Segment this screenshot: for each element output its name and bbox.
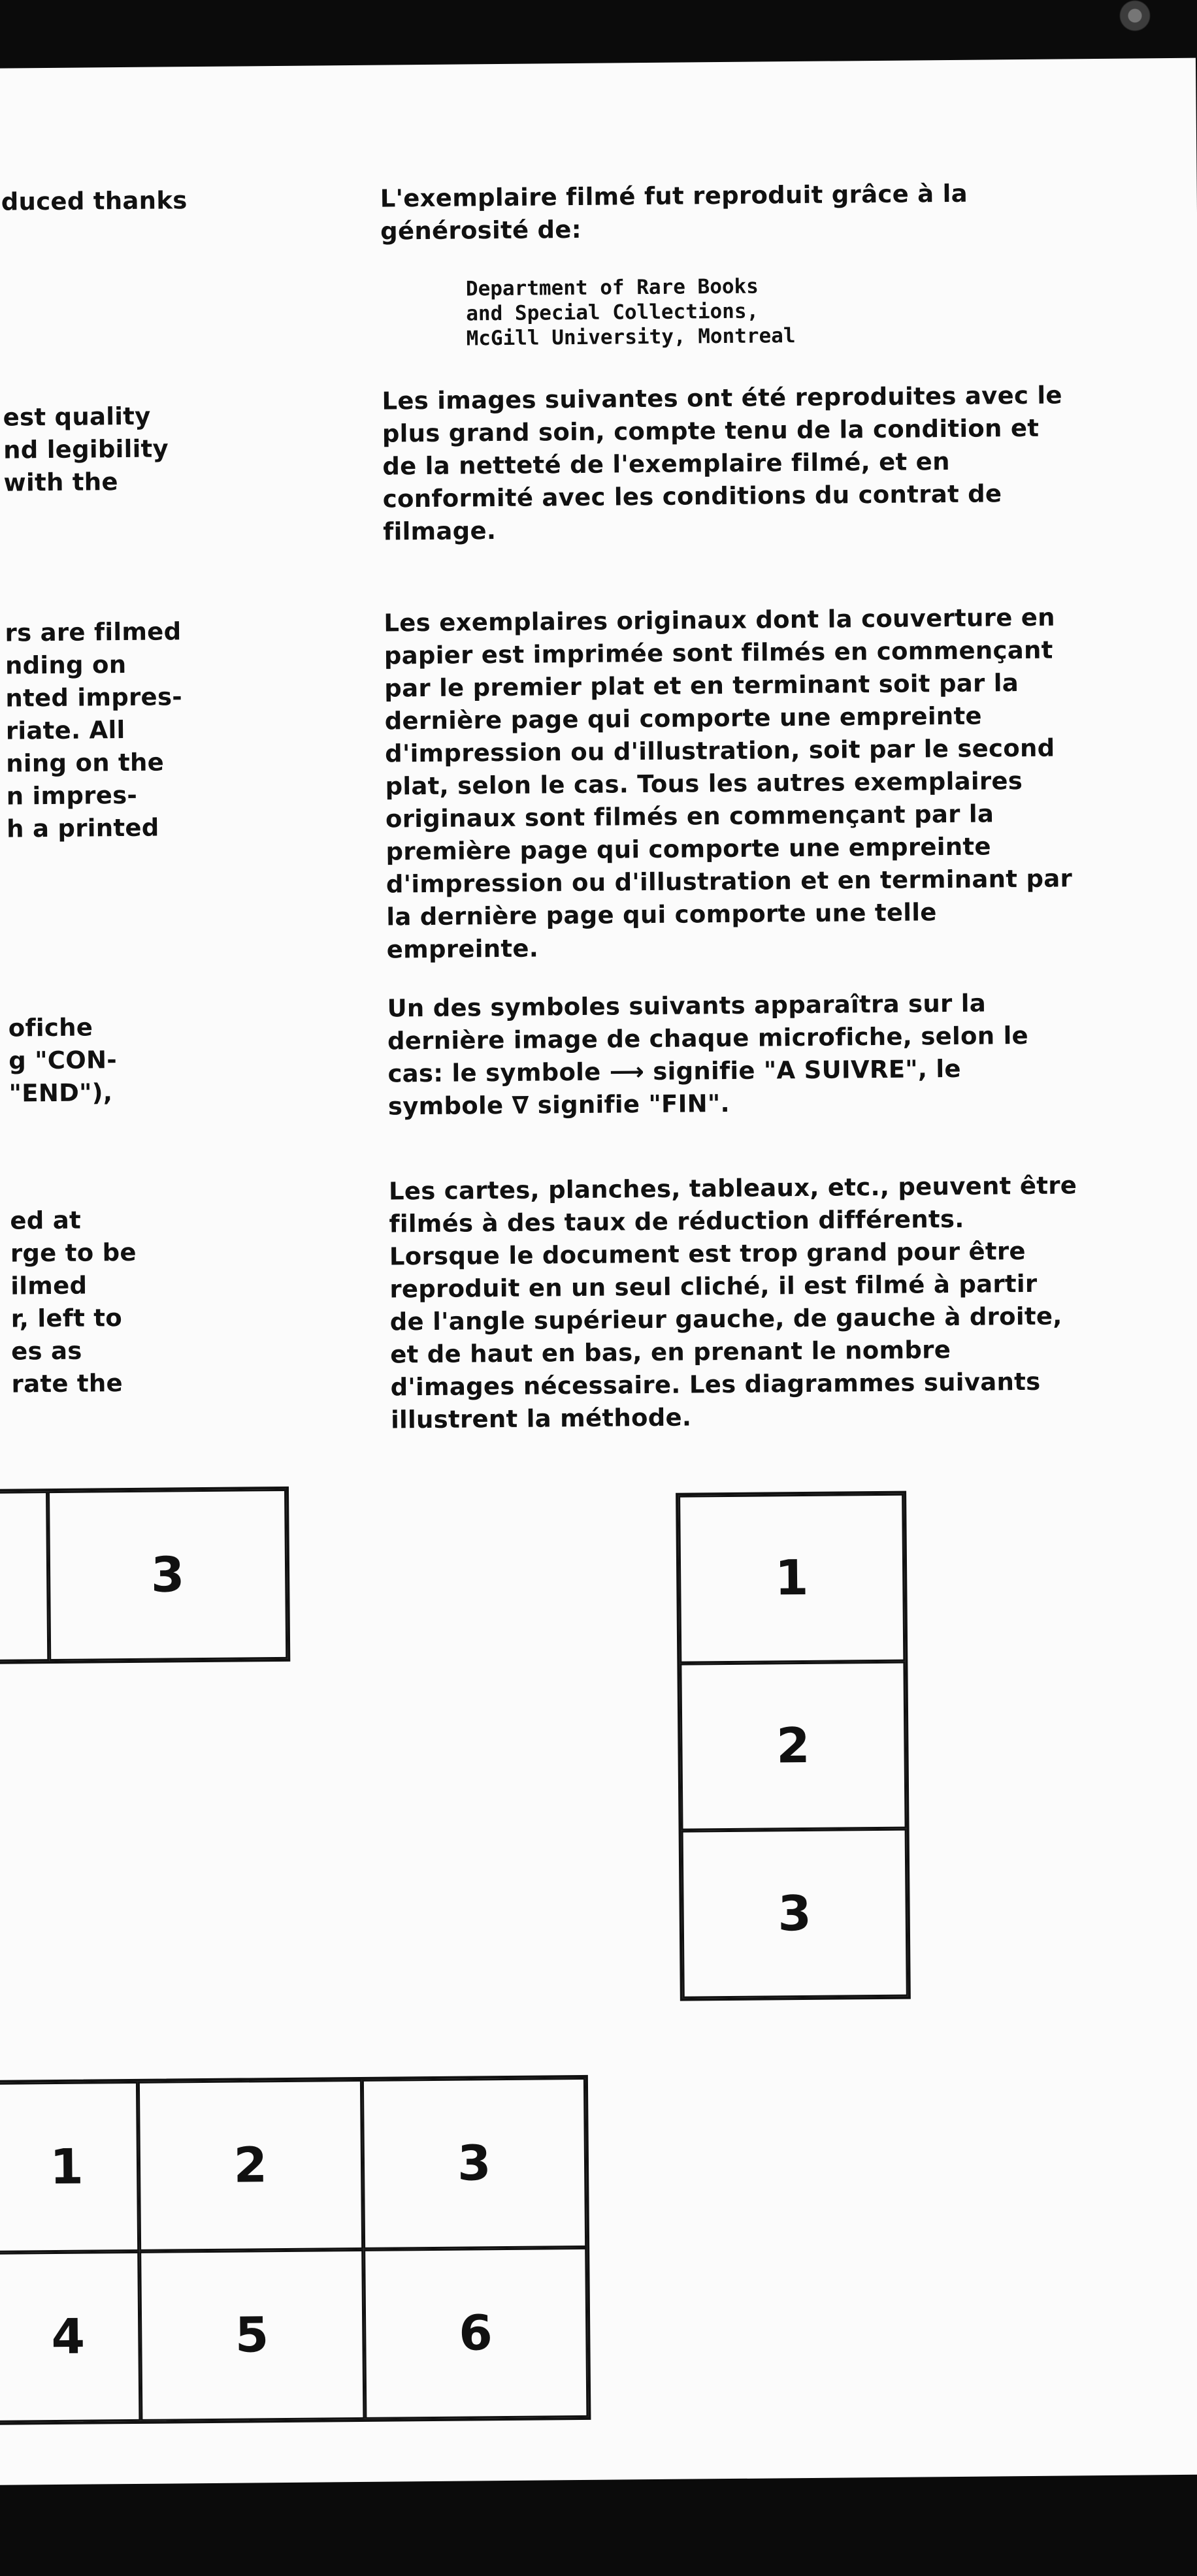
diagram-cell: 1 [0,2082,139,2253]
right-text-line: symbole ∇ signifie "FIN". [387,1089,730,1121]
right-text-line: de la netteté de l'exemplaire filmé, et en [382,447,950,481]
diagram-cell [0,1491,49,1662]
right-text-line: première page qui comporte une empreinte [385,832,991,866]
right-text-line: par le premier plat et en terminant soit par la [384,669,1019,703]
diagram-cell: 4 [0,2251,140,2423]
right-text-line: papier est imprimée sont filmés en commençant [384,636,1053,670]
left-text-line: nted impres- [5,683,183,713]
right-text-line: dernière page qui comporte une empreinte [384,701,983,735]
left-text-line: rge to be [10,1238,137,1268]
right-text-line: Les images suivantes ont été reproduites avec le [382,381,1062,415]
left-text-line: rate the [11,1369,123,1398]
right-text-line: Lorsque le document est trop grand pour être [389,1237,1026,1271]
diagram-cell: 2 [138,2080,363,2251]
right-text-line: la dernière page qui comporte une telle [386,898,937,931]
right-text-line: Les cartes, planches, tableaux, etc., peuvent être [388,1171,1077,1206]
left-text-line: n impres- [6,781,138,811]
right-text-line: L'exemplaire filmé fut reproduit grâce à la [380,179,968,213]
right-text-line: Un des symboles suivants apparaîtra sur la [387,989,987,1023]
right-text-line: d'impression ou d'illustration et en terminant par [385,864,1073,899]
diagram-cell: 3 [48,1489,287,1661]
diagram-cell: 6 [363,2247,589,2419]
right-text-line: cas: le symbole ⟶ signifie "A SUIVRE", le [387,1054,961,1088]
diagram-cell: 5 [139,2249,365,2421]
diagram-cell: 3 [681,1829,908,1999]
right-text-line: Les exemplaires originaux dont la couverture en [384,603,1056,637]
diagram-horizontal-partial [0,1487,290,1664]
right-text-line: conformité avec les conditions du contrat de [382,479,1002,513]
institution-line: Department of Rare Books [465,274,759,301]
right-text-line: de l'angle supérieur gauche, de gauche à droite, [389,1302,1062,1336]
diagram-cell: 1 [678,1494,905,1664]
left-text-line: es as [10,1336,82,1366]
institution-line: McGill University, Montreal [466,324,796,351]
right-text-line: et de haut en bas, en prenant le nombre [390,1336,951,1369]
left-text-line: rs are filmed [5,617,182,647]
right-text-line: plus grand soin, compte tenu de la condition et [382,413,1040,448]
left-text-line: est quality [3,402,151,432]
diagram-vertical [676,1491,911,2001]
left-text-line: h a printed [6,813,159,843]
right-text-line: plat, selon le cas. Tous les autres exemplaires [385,767,1023,801]
left-text-line: ofiche [8,1013,93,1042]
right-text-line: originaux sont filmés en commençant par la [385,799,994,833]
left-text-line: "END"), [8,1078,113,1108]
right-text-line: empreinte. [386,934,539,964]
right-text-line: filmage. [383,517,497,546]
film-speck [1099,0,1171,39]
right-text-line: d'images nécessaire. Les diagrammes suivants [390,1367,1041,1402]
left-text-line: riate. All [5,716,125,745]
right-text-line: générosité de: [380,215,582,246]
left-text-line: with the [3,468,119,497]
diagram-grid [0,2075,591,2425]
diagram-cell: 2 [680,1661,906,1831]
right-text-line: reproduit en un seul cliché, il est filmé à partir [389,1269,1038,1304]
right-text-line: dernière image de chaque microfiche, selon le [387,1021,1029,1055]
left-text-line: ilmed [10,1271,88,1300]
diagram-cell: 3 [361,2078,587,2249]
left-text-line: ed at [10,1206,82,1235]
institution-line: and Special Collections, [466,299,759,326]
right-text-line: filmés à des taux de réduction différents. [389,1204,964,1238]
left-text-line: r, left to [10,1304,123,1333]
right-text-line: illustrent la méthode. [390,1403,692,1434]
right-text-line: d'impression ou d'illustration, soit par le second [384,733,1055,768]
page-sheet [0,58,1197,2485]
left-text-line: nd legibility [3,434,169,464]
left-text-line: g "CON- [8,1046,118,1075]
left-text-line: nding on [5,650,127,680]
left-text-line: duced thanks [1,186,188,216]
left-text-line: ning on the [6,748,165,778]
